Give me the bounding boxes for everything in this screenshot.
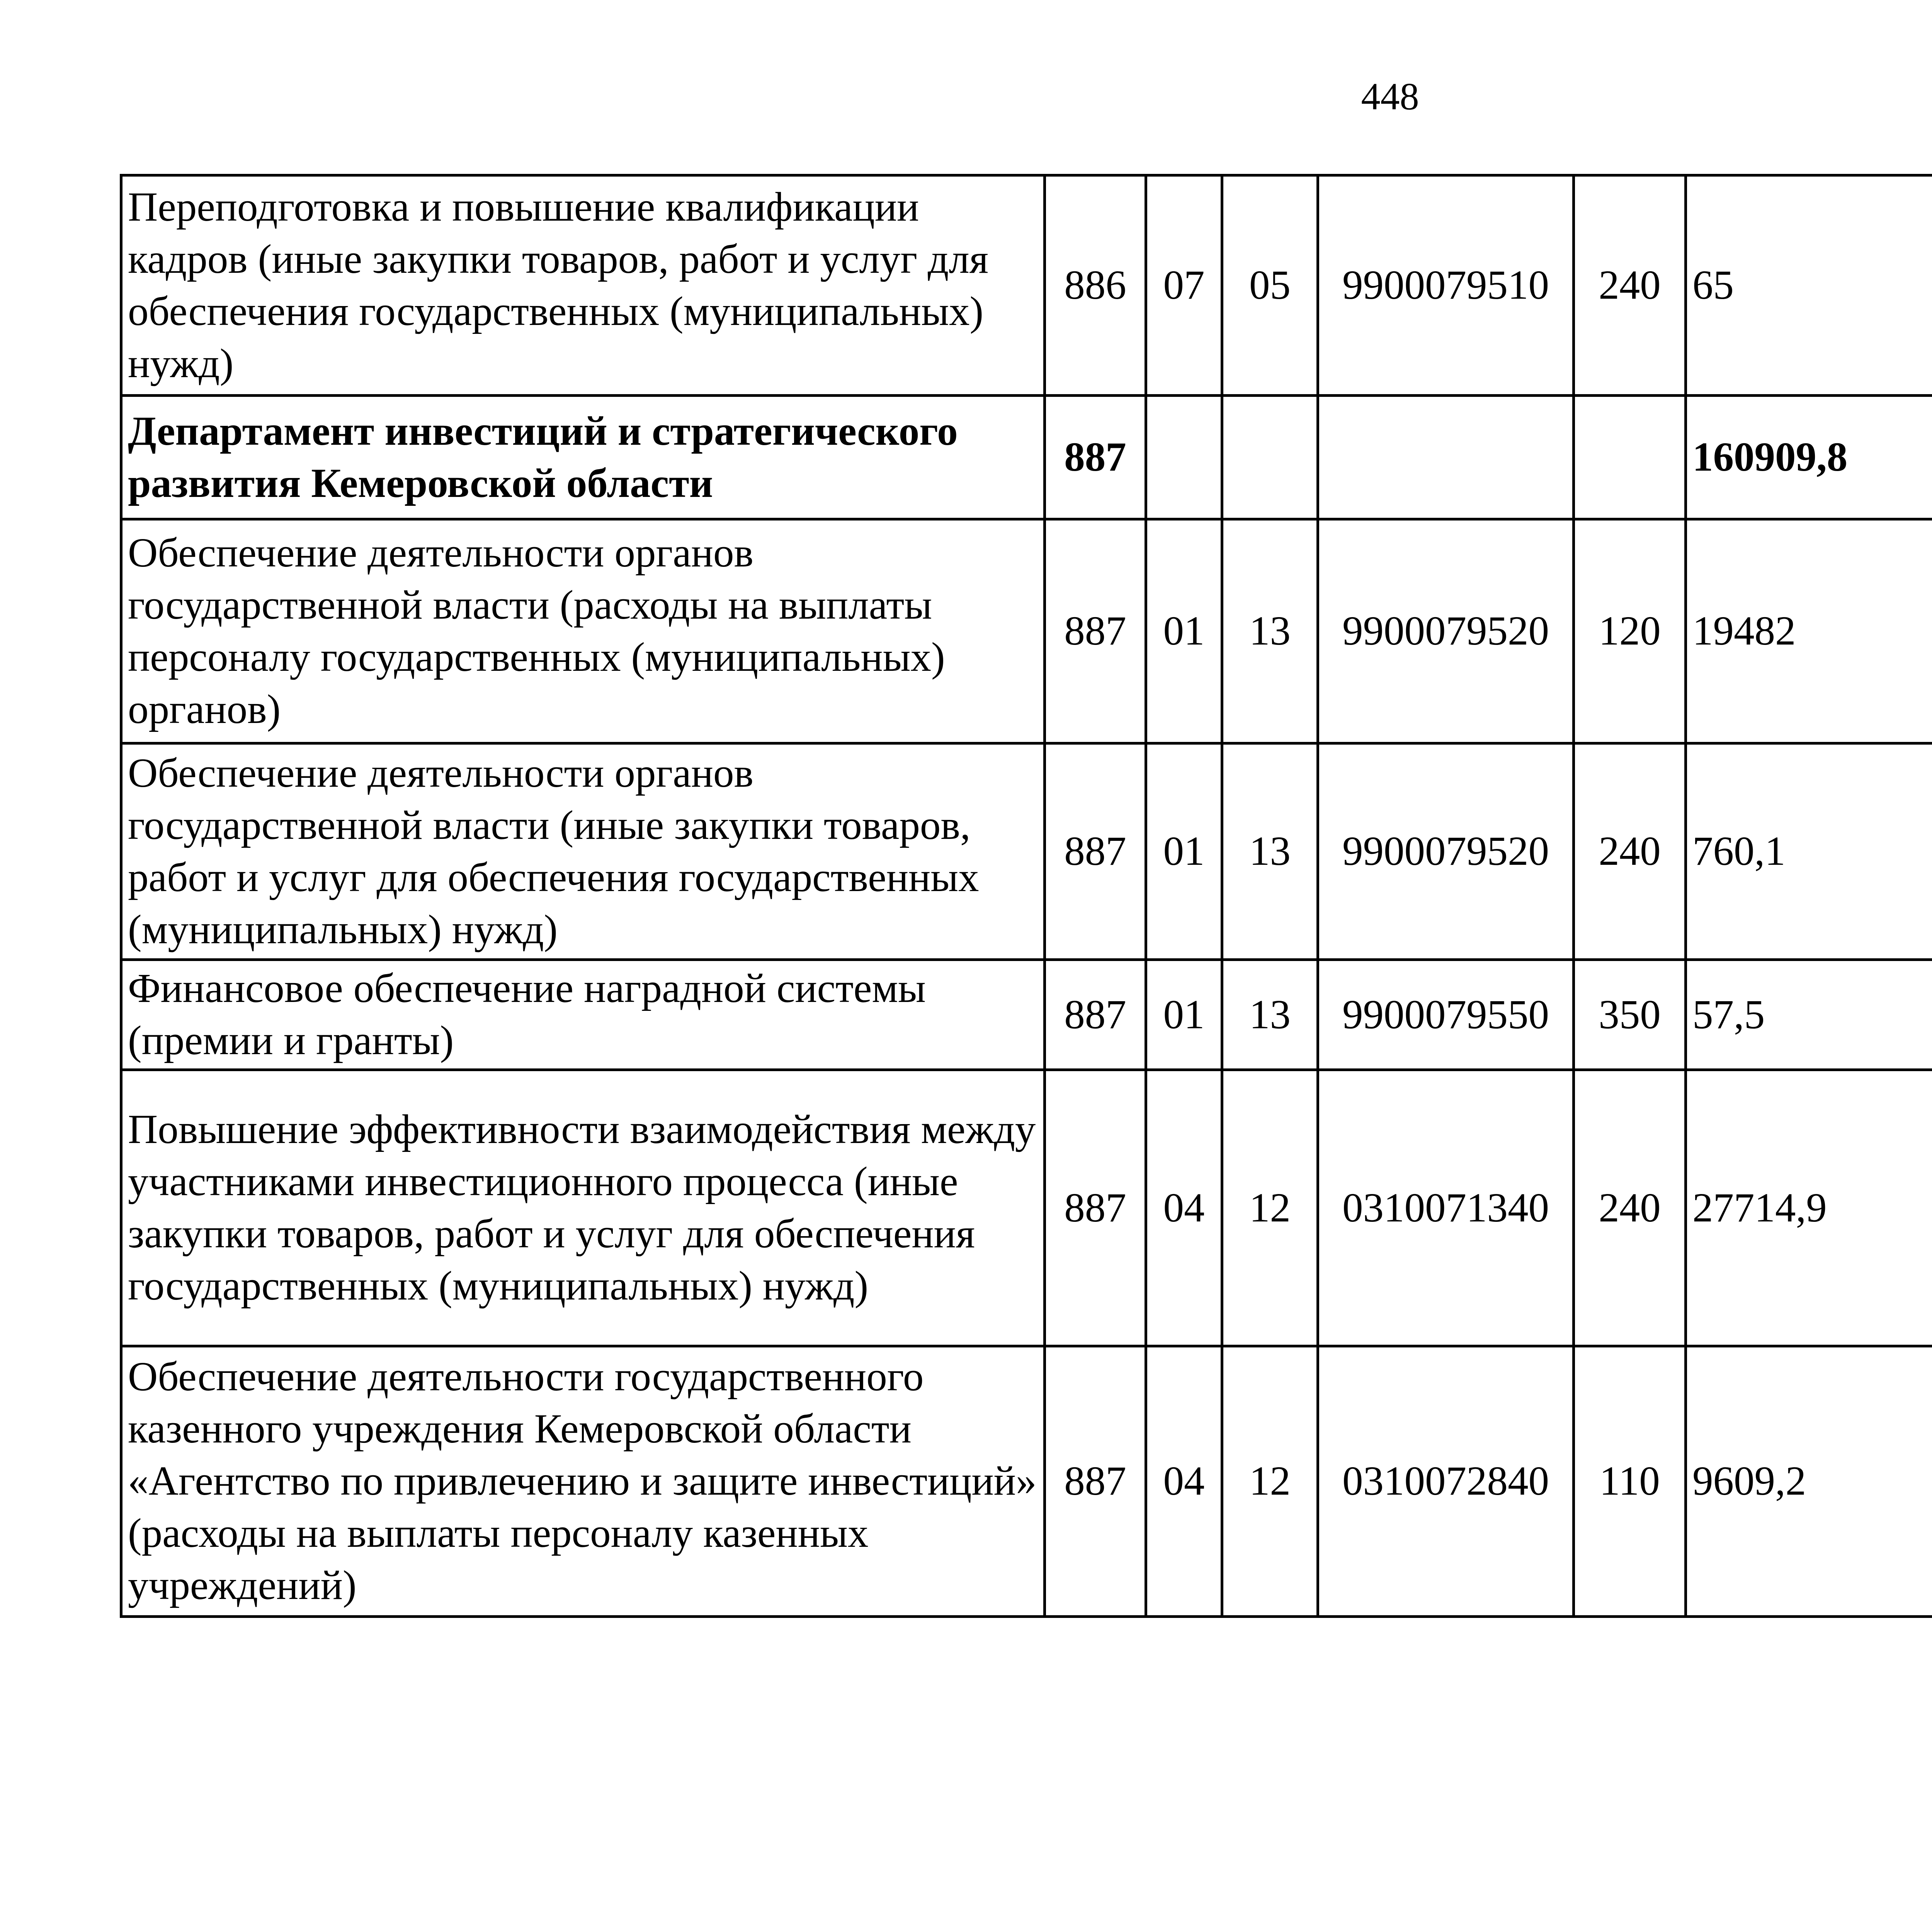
section-code: 04 (1146, 1070, 1222, 1346)
sum-1: 65 (1686, 175, 1932, 396)
admin-code: 887 (1045, 960, 1146, 1070)
table-row (121, 743, 1932, 960)
sum-1: 57,5 (1686, 960, 1932, 1070)
sum-1: 760,1 (1686, 743, 1932, 960)
table-row (121, 396, 1932, 519)
target-code: 9900079550 (1318, 960, 1574, 1070)
subsection-code: 13 (1222, 960, 1318, 1070)
table-row (121, 1346, 1932, 1617)
expense-type-code: 240 (1574, 743, 1686, 960)
sum-1: 9609,2 (1686, 1346, 1932, 1617)
row-name: Повышение эффективности взаимодействия между участниками инвестиционного процесса (иные закупки товаров, работ и услуг для обеспечения государственных (муниципальных) нужд) (121, 1070, 1045, 1346)
admin-code: 887 (1045, 1070, 1146, 1346)
table-row (121, 175, 1932, 396)
expense-type-code: 110 (1574, 1346, 1686, 1617)
subsection-code (1222, 396, 1318, 519)
subsection-code: 13 (1222, 519, 1318, 743)
admin-code: 887 (1045, 1346, 1146, 1617)
sum-1: 160909,8 (1686, 396, 1932, 519)
section-code: 04 (1146, 1346, 1222, 1617)
admin-code: 887 (1045, 519, 1146, 743)
expense-type-code: 350 (1574, 960, 1686, 1070)
section-code: 01 (1146, 519, 1222, 743)
section-code: 01 (1146, 960, 1222, 1070)
section-code: 01 (1146, 743, 1222, 960)
subsection-code: 05 (1222, 175, 1318, 396)
target-code (1318, 396, 1574, 519)
page-number: 448 (1361, 75, 1419, 118)
target-code: 9900079510 (1318, 175, 1574, 396)
admin-code: 886 (1045, 175, 1146, 396)
sum-1: 27714,9 (1686, 1070, 1932, 1346)
row-name: Обеспечение деятельности органов государственной власти (расходы на выплаты персоналу государственных (муниципальных) органов) (121, 519, 1045, 743)
subsection-code: 12 (1222, 1346, 1318, 1617)
row-name: Переподготовка и повышение квалификации кадров (иные закупки товаров, работ и услуг для обеспечения государственных (муниципальных) нужд) (121, 175, 1045, 396)
table-row (121, 1070, 1932, 1346)
section-code (1146, 396, 1222, 519)
admin-code: 887 (1045, 396, 1146, 519)
sum-1: 19482 (1686, 519, 1932, 743)
expense-type-code (1574, 396, 1686, 519)
target-code: 9900079520 (1318, 519, 1574, 743)
expense-type-code: 240 (1574, 175, 1686, 396)
budget-table (120, 174, 1932, 1618)
subsection-code: 13 (1222, 743, 1318, 960)
section-code: 07 (1146, 175, 1222, 396)
row-name: Обеспечение деятельности органов государственной власти (иные закупки товаров, работ и услуг для обеспечения государственных (муниципальных) нужд) (121, 743, 1045, 960)
row-name: Финансовое обеспечение наградной системы (премии и гранты) (121, 960, 1045, 1070)
admin-code: 887 (1045, 743, 1146, 960)
expense-type-code: 120 (1574, 519, 1686, 743)
target-code: 0310072840 (1318, 1346, 1574, 1617)
table-row (121, 960, 1932, 1070)
table-row (121, 519, 1932, 743)
row-name: Департамент инвестиций и стратегического развития Кемеровской области (121, 396, 1045, 519)
row-name: Обеспечение деятельности государственного казенного учреждения Кемеровской области «Агентство по привлечению и защите инвестиций» (расходы на выплаты персоналу казенных учреждений) (121, 1346, 1045, 1617)
subsection-code: 12 (1222, 1070, 1318, 1346)
expense-type-code: 240 (1574, 1070, 1686, 1346)
target-code: 0310071340 (1318, 1070, 1574, 1346)
target-code: 9900079520 (1318, 743, 1574, 960)
